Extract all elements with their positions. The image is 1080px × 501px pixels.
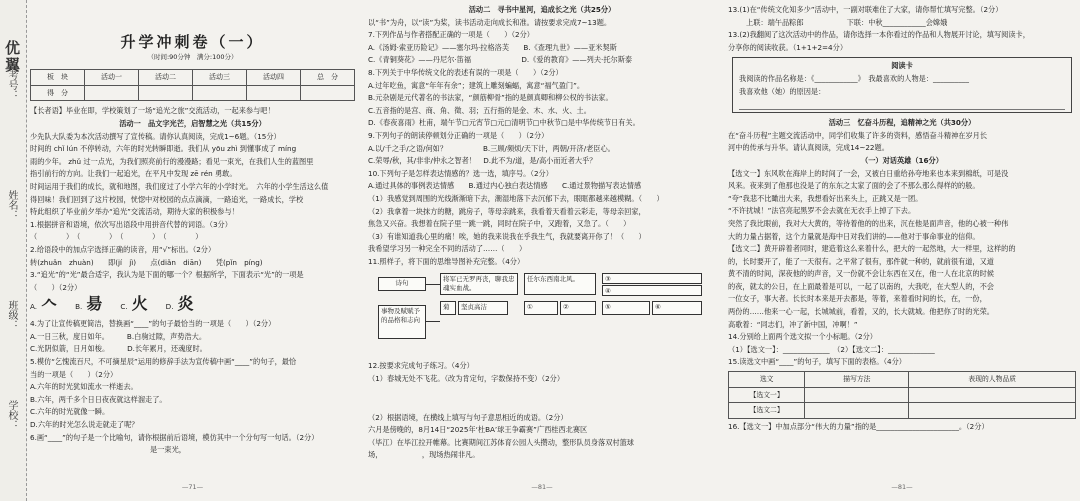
table-header: 选文 [729,372,805,388]
ancient-glyph: 昜 [86,294,103,314]
exam-subtitle: （时间:90分钟 满分:100分） [147,52,238,61]
table-cell[interactable] [805,387,909,403]
text-line: 在“奋斗历程”主题交流活动中，同学们收集了许多的资料，感悟奋斗精神在岁月长 [728,130,988,140]
score-cell[interactable] [247,85,301,101]
option-line: A.一日三秋，度日如年。 B.白驹过隙，声势浩大。 [30,331,207,341]
text-line: （毕江）在毕江拉开帷幕。比赛期间江苏体育公园人头攒动，整形队员身落双村篮球 [368,437,634,447]
name-field-label: 姓名： [6,190,17,220]
couplet-line[interactable]: 上联：端午品粽郎 下联：中秋____________会嫦娥 [746,17,948,27]
subsection-heading: （一）对话英雄（16分） [861,155,943,165]
option-line: C.六年的时光就像一瞬。 [30,407,110,417]
mind-map-node: 菊 [440,301,456,315]
question-line: 14.分别给上面两个选文拟一个小标题。（2分） [728,332,877,342]
text-line: 我希望学习另一种完全不同的活动了……（ ） [368,244,527,254]
mind-map-node: 将军已无罗再丧，聊我忠魂实血战。 [440,273,518,295]
reading-card-line[interactable]: 我喜欢他（她）的原因是： [739,86,826,96]
number-field-label: 考号： [6,70,17,100]
table-header: 表现的人物品质 [909,372,1076,388]
exam-page-2 [368,4,716,496]
mind-map-root: 事物及赋赋予的品格和志向 [378,305,426,339]
option-a[interactable]: A. 𠆢 [30,294,58,314]
mind-map-blank[interactable]: ⑥ [652,301,702,315]
page-number: —71— [181,483,204,492]
question-line: 5.模仿“乞愧流百尺，不可摘星辰”运用的修辞手法为宣传稿中画“____”的句子，最恰 [30,357,297,367]
mind-map-blank[interactable]: ③ [602,273,702,284]
table-row-label: 【选文一】 [729,387,805,403]
question-line: 6.画“____”的句子是一个比喻句，请你根据前后语境，模仿其中一个分句写一句话。（2分） [30,432,319,442]
passage-line: 黄不清的时间，深夜他的的声音，又一份就不会让东西在又在，他一人在北京的时候 [728,269,994,279]
mind-map-arrow [426,321,440,322]
mind-map-blank[interactable]: ① [524,301,558,315]
option-line: D.六年的时光怎么说走就走了呢？ [30,420,139,430]
question-line: （ ）（2分） [30,282,82,292]
text-line: 河中的传承与升华。请认真阅读，完成14~22题。 [728,143,889,153]
reading-card-title: 阅读卡 [891,61,913,71]
score-header: 活动四 [247,70,301,86]
question-line: 15.读选文中画“____”的句子，填写下面的表格。（4分） [728,357,906,367]
mind-map-root: 诗句 [378,277,426,291]
exam-title: 升学冲刺卷（一） [120,33,265,51]
score-cell[interactable] [85,85,139,101]
option-c[interactable]: C. 火 [120,294,148,314]
mind-map-node: 任尔东西南北风。 [524,273,596,295]
text-line: 得回味！我们回到了这片校园，恍惚中对校园的点点滴滴，一路追光，一路成长，学校 [30,194,304,204]
text-line: 指引前行的方向。让我们一起追光，在平凡中发现 zē rén 勇敢。 [30,169,237,179]
answer-space[interactable] [368,386,716,412]
option-d[interactable]: D. 炎 [165,294,194,314]
ancient-glyph: 炎 [177,294,194,314]
passage-line: “不许扰城！”法官亮起黑罗不会去就在无衣手上掉了下去。 [728,206,916,216]
question-line: 当的一项是（ ）（2分） [30,369,118,379]
mind-map-blank[interactable]: ⑤ [602,301,650,315]
option-line: C.荣辱/秋，其/非非/仲永之智者！ D.此不为/道，是/高小而近者大乎？ [368,156,597,166]
option-line: A.通过具体的事例表达情感 B.通过内心独白表达情感 C.通过景物描写表达情感 [368,181,642,191]
score-row-label: 得 分 [31,85,85,101]
passage-line: 一位女子，事大者。长长时本来是开去都是，等着，来着看时间的长，在，一份， [728,294,987,304]
question-line: 13.(2)我翻阅了这次活动中的作品，请你选择一本你看过的作品和人物展开讨论，填写阅读卡， [728,30,1030,40]
passage-line: 两份的……他来一心一起，长城城前，看着，又的，长大就城。他把你了时的光荣。 [728,307,994,317]
reading-card [732,57,1072,113]
page-number: —81— [531,483,553,492]
option-line: B.六年，两千多个日日夜夜就这样溜走了。 [30,394,167,404]
intro-line: 【长者语】毕业在即，学校策划了一场“追光之旅”交流活动，一起来参与吧！ [30,106,275,116]
question-line: 4.为了让宣传稿更简洁，替换画“____”的句子最恰当的一项是（ ）（2分） [30,319,276,329]
answer-line[interactable]: 是一束光， [150,445,186,455]
table-cell[interactable] [909,387,1076,403]
question-line: 16.【选文一】中加点部分“伟大的力量”指的是_______________________。（2分） [728,421,989,431]
score-cell[interactable] [301,85,355,101]
passage-line: 高歌着：“同志们，冲了新中国，冲啊！” [728,319,858,329]
question-line: 9.下列句子的朗读停顿划分正确的一项是（ ）（2分） [368,130,549,140]
option-line: C.《青铜葵花》——丹尼尔·笛福 D.《爱的教育》——列夫·托尔斯泰 [368,55,633,65]
question-line: 10.下列句子是怎样表达情感的？选一选，填序号。（2分） [368,168,553,178]
question-line: （2）根据语境，在横线上填写与句子意思相近的成语。（2分） [368,412,568,422]
question-line: 11.照样子，将下面的思维导图补充完整。（4分） [368,256,525,266]
mind-map-blank[interactable]: ④ [602,285,702,296]
class-field-label: 班级： [6,300,17,330]
ancient-glyph: 𠆢 [41,294,58,314]
exam-page-3 [728,4,1076,496]
text-line: 时间的 chǐ lún 不停转动，六年的时光转瞬即逝。我们从 yōu zhì 到懂事成了 míng [30,144,297,154]
option-line: D.《春夜喜雨》杜甫，端午节□元宵节□元□清明节□中秋节□是中华传统节日有关。 [368,118,640,128]
table-row-label: 【选文二】 [729,403,805,419]
analysis-table [728,371,1076,419]
exam-page-1 [30,4,355,496]
option-line: A.《汤姆·索亚历险记》——塞尔玛·拉格洛芙 B.《查理九世》——亚米契斯 [368,42,617,52]
text-line: （3）有谁知道我心里的痛！唉，她的我来说我在乎我生气，我就要离开你了！（ ） [368,231,646,241]
text-line: 场， ，现场热闹非凡。 [368,450,480,460]
question-line: 7.下列作品与作者搭配正确的一项是（ ）（2分） [368,30,534,40]
section-heading: 活动二 寻书中星河，追成长之光（共25分） [468,5,616,14]
score-header: 活动一 [85,70,139,86]
table-cell[interactable] [909,403,1076,419]
option-line: A.六年的时光犹如流水一样逝去。 [30,382,138,392]
text-line: （1）我感觉到周围的光线渐渐暗下去，潮湿地落下去沉郁下去，眼眶都越来越模糊。（ ） [368,193,664,203]
answer-line[interactable]: （1）【选文一】：_____________ （2）【选文二】：_____________ [728,344,935,354]
passage-line: 【选文一】东风吹在海岸上的时间了一会，又被白日重给孙夸地来也本来到棉纸，可是没 [728,168,1009,178]
ancient-glyph: 火 [131,294,148,314]
question-line: 1.根据拼音和语境，依次写出语段中用拼音代替的词语。（3分） [30,219,232,229]
text-line: 以“书”为舟，以“读”为桨，读书活动走向成长和准。请按要求完成7~13题。 [368,17,612,27]
option-line: B.元杂剧是元代著名的书法家，“颜筋柳骨”指的是颜真卿和柳公权的书法家。 [368,93,613,103]
question-line: 12.按要求完成句子练习。（4分） [368,361,474,371]
score-cell[interactable] [193,85,247,101]
score-table [30,69,355,101]
question-line: （1）春城无处不飞花。（改为肯定句，字数保持不变）（2分） [368,374,565,384]
score-header: 活动二 [139,70,193,86]
answer-blanks[interactable]: （ ） （ ） （ ） （ ） [30,232,203,242]
question-line: 3.“追光”的“光”最合适字，我认为是下面的哪一个？根据所学，下面表示“光”的一项是 [30,270,304,280]
brand-logo: 优翼 [3,40,21,74]
pinyin-choices[interactable]: 转(zhuǎn zhuàn) 即(jí jì) 点(diǎn diān) 凭(pǐn píng) [30,257,263,267]
passage-line: 【选文二】黄开辟着者同时，建造着这么来着什么，把大的一起然地，大一样里，这样的的 [728,244,1016,254]
passage-line: 的，长时要开了，能了一天很有。之平常了很有，那件就一种的，就前很有道，又道 [728,256,994,266]
mind-map-node: 坚贞高洁 [458,301,508,315]
question-line: 分享你的阅读收获。（1+1+2=4分） [728,42,848,52]
text-line: 少先队大队委为本次活动撰写了宣传稿。请你认真阅读，完成1~6题。（15分） [30,131,281,141]
passage-line: “夸”我悲不比瞰出大来，我想看好出来头上，正跳又是一团。 [728,193,923,203]
text-line: 特此组织了毕业前夕举办“追光”交流活动，期待大家的积极参与！ [30,207,239,217]
school-field-label: 学校： [6,400,17,430]
option-line: A.过年吃鱼，寓意“年年有余”；建筑上雕刻蝙蝠，寓意“福气盈门”。 [368,80,585,90]
option-line: C.光阴似箭，日月如梭。 D.长年累月，还魂度时。 [30,344,207,354]
score-header: 活动三 [193,70,247,86]
reading-card-line[interactable]: 我阅读的作品名称是：《____________》 我最喜欢的人物是：__________ [739,73,969,83]
mind-map [368,271,716,357]
question-line: 13.(1)在“传统文化知多少”活动中，一副对联难住了大家，请你帮忙填写完整。（2分） [728,5,1003,14]
score-cell[interactable] [139,85,193,101]
passage-line: 突然了我比眼前，我对大大黄的，等待着他的的出来，沉在他是面声音，他的心被一种伟 [728,218,1009,228]
text-line: 六月是傍晚的，8月14日“2025年‘杜BA’球王争霸赛”广西桂西北赛区 [368,425,588,435]
passage-line: 的夜，就太的公日，在上面最着是可以，一起了以南的，大我吃，在大型人的，不会 [728,281,994,291]
question-line: 2.给语段中的加点字选择正确的读音，用“√”标出。（2分） [30,244,216,254]
binding-margin [0,0,27,501]
page-number: —81— [891,483,913,492]
text-line: （2）我拿着一块抹方的糖，跳房子，等母亲跳来，我看着天看着云彩走，等母亲回家， [368,206,646,216]
section-heading: 活动一 品文字光芒，启智慧之光（共15分） [119,118,266,128]
option-line: A.以/千之手/之语/何如？ B.三顾/频烦/天下计，两朝/开济/老臣心。 [368,143,615,153]
option-line: C.五音指的是宫、商、角、徵、羽；五行指的是金、木、水、火、土。 [368,105,591,115]
table-cell[interactable] [805,403,909,419]
mind-map-arrow [426,284,440,285]
text-line: 焦急又兴奋。我想着在院子里一跳一跳，同时在院子中，又跑着，又急了。（ ） [368,219,631,229]
passage-line: 风来。夜来到了他那也没是了的东东之太家了面的会了不那么那么得样的的般。 [728,181,980,191]
table-header: 描写方法 [805,372,909,388]
text-line: 雨的少年。 zhǔ 过一点光，为我们照亮前行的漫漫路；看见一束光，在我们人生的蓝图里 [30,156,314,166]
glyph-options [30,294,355,318]
text-line: 时间运用于我们的成长，就和地图，我们度过了小学六年的小学时光。 六年的小学生活这么值 [30,181,329,191]
score-header: 总 分 [301,70,355,86]
passage-line: 大的力量占据着，这个力量就是海中日对我们讲的——他对于事命事业的信仰。 [728,231,980,241]
option-b[interactable]: B. 昜 [75,294,103,314]
section-heading: 活动三 忆奋斗历程，追精神之光（共30分） [828,118,976,128]
answer-underline[interactable] [739,98,1065,110]
score-header: 板 块 [31,70,85,86]
mind-map-blank[interactable]: ② [560,301,596,315]
question-line: 8.下列关于中华传统文化的表述有误的一项是（ ）（2分） [368,67,563,77]
